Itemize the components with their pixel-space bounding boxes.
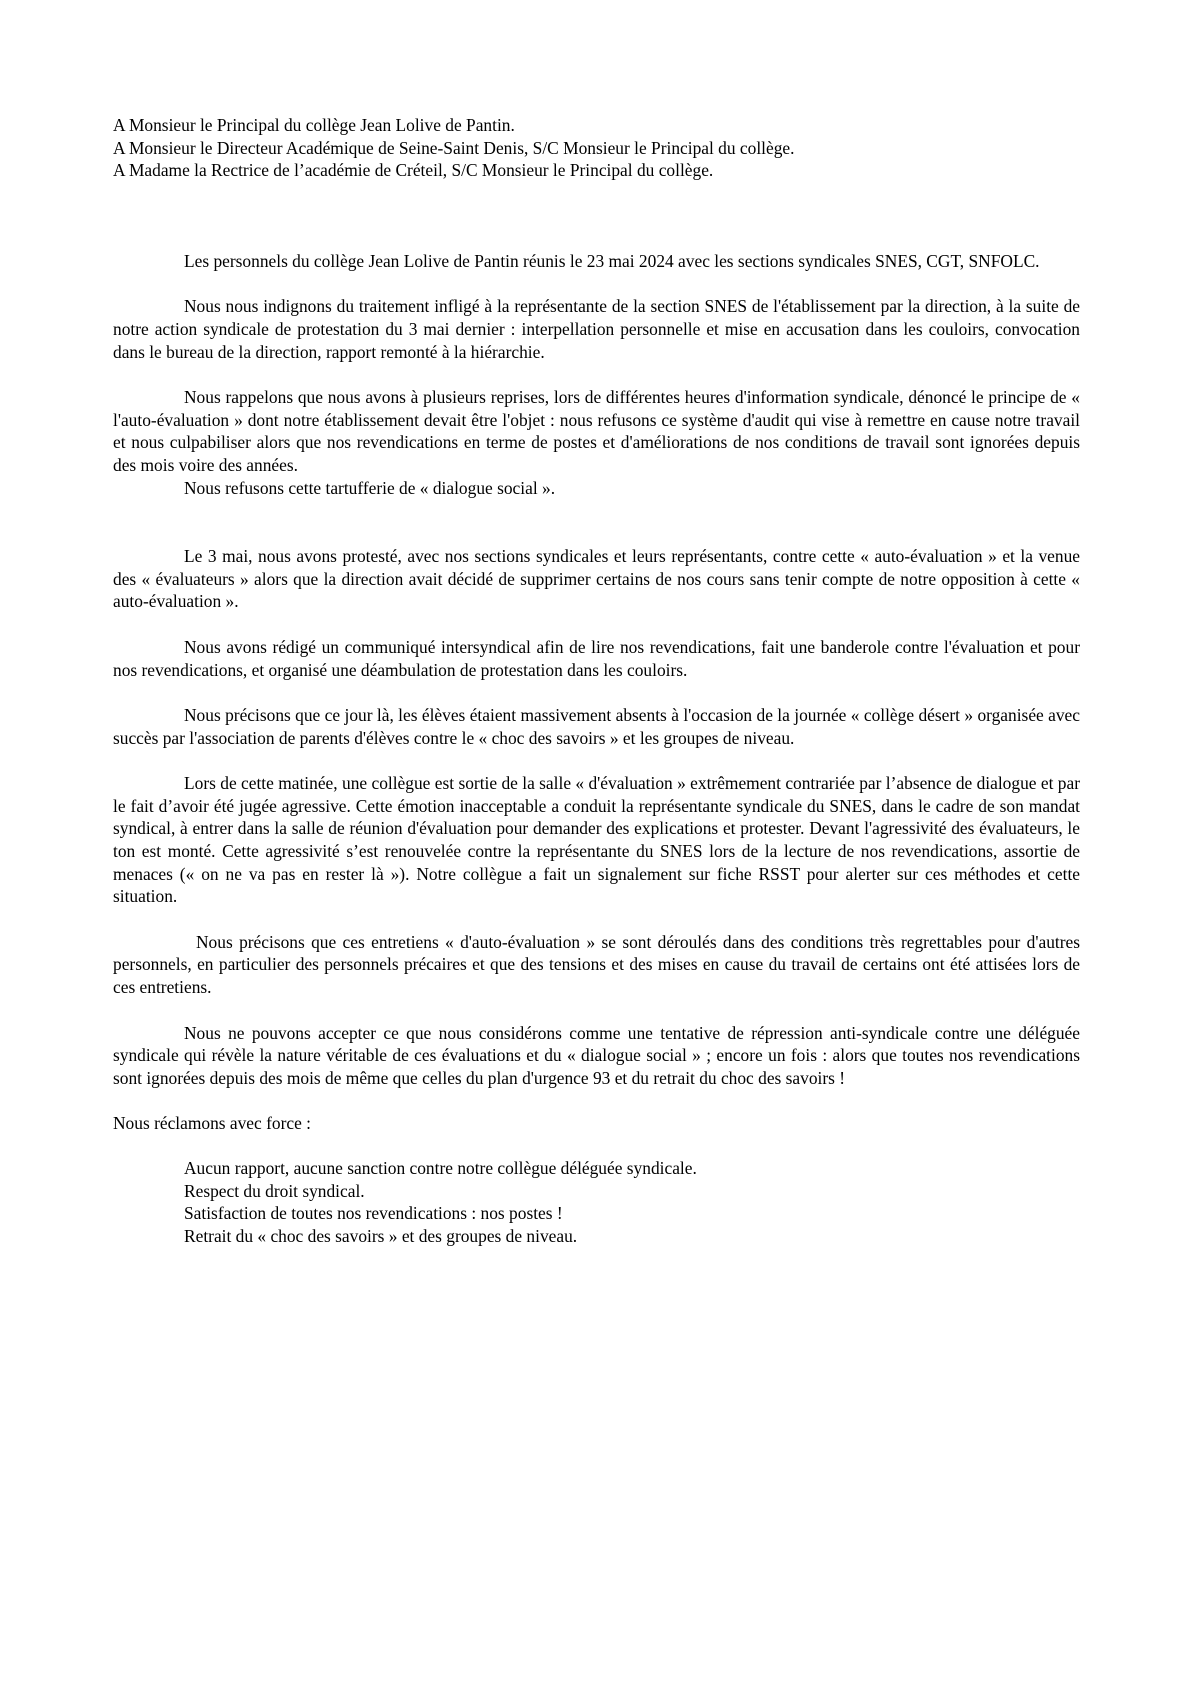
letter-body xyxy=(113,250,1080,1090)
demand-item: Satisfaction de toutes nos revendications : nos postes ! xyxy=(184,1203,563,1224)
demands-list xyxy=(113,1157,1080,1247)
paragraph-protest-may-3: Le 3 mai, nous avons protesté, avec nos sections syndicales et leurs représentants, contre cette « auto-évaluation » et la venue des « évaluateurs » alors que la direction avait décidé de supprimer certains de nos cours sans tenir compte de notre opposition à cette « auto-évaluation ». xyxy=(113,546,1080,612)
letter-page xyxy=(113,114,1080,1247)
paragraph-auto-evaluation: Nous rappelons que nous avons à plusieurs reprises, lors de différentes heures d'information syndicale, dénoncé le principe de « l'auto-évaluation » dont notre établissement devait être l'objet : nous refusons ce système d'audit qui vise à remettre en cause notre travail et nous culpabiliser alors que nos revendications en terme de postes et d'améliorations de nos conditions de travail sont ignorées depuis des mois voire des années. xyxy=(113,387,1080,475)
addressee-principal: A Monsieur le Principal du collège Jean Lolive de Pantin. xyxy=(113,115,515,135)
paragraph-meeting: Les personnels du collège Jean Lolive de Pantin réunis le 23 mai 2024 avec les sections syndicales SNES, CGT, SNFOLC. xyxy=(184,250,1040,271)
paragraph-communique: Nous avons rédigé un communiqué intersyndical afin de lire nos revendications, fait une banderole contre l'évaluation et pour nos revendications, et organisé une déambulation de protestation dans les couloirs. xyxy=(113,636,1080,680)
demand-item: Aucun rapport, aucune sanction contre notre collègue déléguée syndicale. xyxy=(184,1158,697,1178)
demands-intro: Nous réclamons avec force : xyxy=(113,1113,311,1134)
paragraph-indignation: Nous nous indignons du traitement infligé à la représentante de la section SNES de l'établissement par la direction, à la suite de notre action syndicale de protestation du 3 mai dernier : interpellation personnelle et mise en accusation dans les couloirs, convocation dans le bureau de la direction, rapport remonté à la hiérarchie. xyxy=(113,296,1080,362)
demand-item: Respect du droit syndical. xyxy=(184,1180,365,1201)
paragraph-refusal: Nous refusons cette tartufferie de « dialogue social ». xyxy=(184,477,556,498)
paragraph-college-desert: Nous précisons que ce jour là, les élèves étaient massivement absents à l'occasion de la journée « collège désert » organisée avec succès par l'association de parents d'élèves contre le « choc des savoirs » et les groupes de niveau. xyxy=(113,705,1080,748)
addressee-rectrice: A Madame la Rectrice de l’académie de Créteil, S/C Monsieur le Principal du collège. xyxy=(113,160,714,181)
paragraph-repression: Nous ne pouvons accepter ce que nous considérons comme une tentative de répression anti-syndicale contre une déléguée syndicale qui révèle la nature véritable de ces évaluations et du « dialogue social » ; encore un fois : alors que toutes nos revendications sont ignorées depuis des mois de même que celles du plan d'urgence 93 et du retrait du choc des savoirs ! xyxy=(113,1022,1080,1088)
demand-item: Retrait du « choc des savoirs » et des groupes de niveau. xyxy=(184,1225,578,1246)
addressee-academic-director: A Monsieur le Directeur Académique de Seine-Saint Denis, S/C Monsieur le Principal du collège. xyxy=(113,137,795,158)
paragraph-interviews: Nous précisons que ces entretiens « d'auto-évaluation » se sont déroulés dans des conditions très regrettables pour d'autres personnels, en particulier des personnels précaires et que des tensions et des mises en cause du travail de certains ont été attisées lors de ces entretiens. xyxy=(113,931,1080,998)
addressee-block xyxy=(113,114,1080,182)
paragraph-morning-events: Lors de cette matinée, une collègue est sortie de la salle « d'évaluation » extrêmement contrariée par l’absence de dialogue et par le fait d’avoir été jugée agressive. Cette émotion inacceptable a conduit la représentante syndicale du SNES, dans le cadre de son mandat syndical, à entrer dans la salle de réunion d'évaluation pour demander des explications et protester. Devant l'agressivité des évaluateurs, le ton est monté. Cette agressivité s’est renouvelée contre la représentante du SNES lors de la lecture de nos revendications, assortie de menaces (« on ne va pas en rester là »). Notre collègue a fait un signalement sur fiche RSST pour alerter sur ces méthodes et cette situation. xyxy=(113,773,1080,907)
